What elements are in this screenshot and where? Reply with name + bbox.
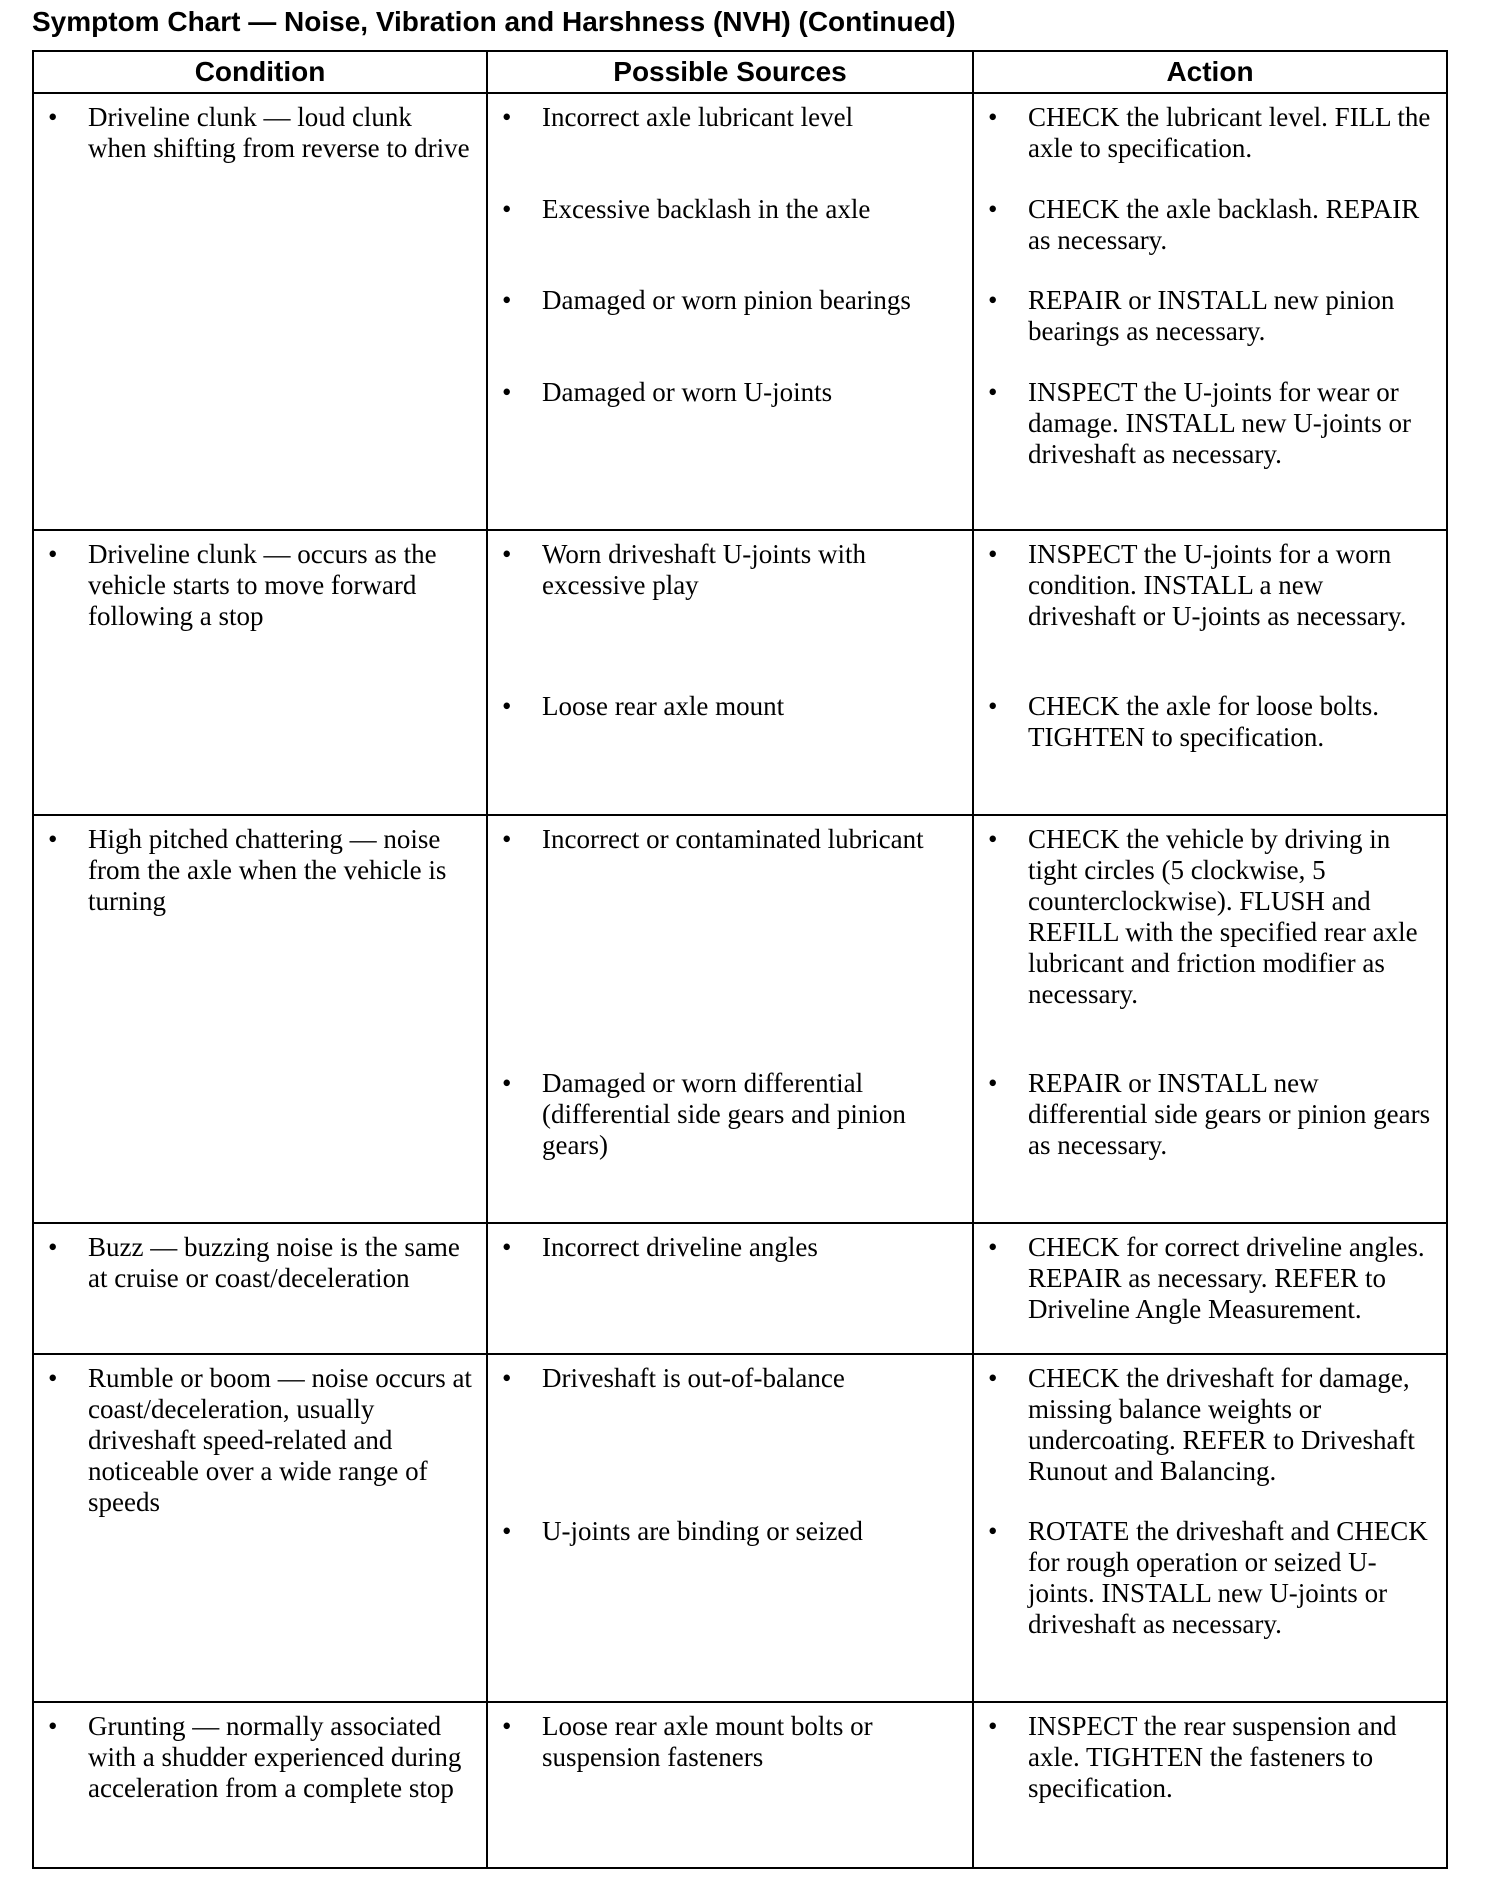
bullet-icon: • (988, 1711, 998, 1741)
action-item (982, 1068, 1436, 1161)
source-item-text: Worn driveshaft U-joints with excessive play (542, 539, 867, 600)
page-title: Symptom Chart — Noise, Vibration and Harshness (NVH) (Continued) (32, 6, 956, 37)
header-condition: Condition (33, 51, 487, 93)
source-item (496, 539, 962, 601)
condition-cell (33, 1354, 487, 1702)
source-item-text: Driveshaft is out-of-balance (542, 1363, 845, 1393)
bullet-icon: • (48, 1363, 58, 1393)
action-item-text: INSPECT the rear suspension and axle. TIGHTEN the fasteners to specification. (1028, 1711, 1397, 1803)
condition-item-text: Grunting — normally associated with a shudder experienced during acceleration from a complete stop (88, 1711, 462, 1803)
condition-cell (33, 815, 487, 1223)
action-item-text: INSPECT the U-joints for wear or damage. INSTALL new U-joints or driveshaft as necessary. (1028, 377, 1411, 469)
table-row (33, 1702, 1447, 1868)
action-item (982, 102, 1436, 164)
condition-item-text: High pitched chattering — noise from the axle when the vehicle is turning (88, 824, 447, 916)
possible-sources-cell (487, 1223, 973, 1354)
action-item-text: CHECK the driveshaft for damage, missing balance weights or undercoating. REFER to Driveshaft Runout and Balancing. (1028, 1363, 1415, 1486)
condition-cell (33, 530, 487, 815)
condition-cell (33, 93, 487, 530)
source-item (496, 1232, 962, 1263)
source-item (496, 102, 962, 133)
bullet-icon: • (988, 285, 998, 315)
possible-sources-cell (487, 815, 973, 1223)
source-item (496, 1363, 962, 1394)
bullet-icon: • (988, 691, 998, 721)
source-item-text: Damaged or worn differential (differential side gears and pinion gears) (542, 1068, 906, 1160)
possible-sources-cell (487, 1702, 973, 1868)
table-row (33, 1354, 1447, 1702)
condition-cell (33, 1702, 487, 1868)
bullet-icon: • (502, 285, 512, 315)
source-item-text: Loose rear axle mount bolts or suspension fasteners (542, 1711, 873, 1772)
action-cell (973, 815, 1447, 1223)
action-item (982, 1232, 1436, 1325)
bullet-icon: • (502, 824, 512, 854)
action-item (982, 824, 1436, 1010)
source-item (496, 194, 962, 225)
bullet-icon: • (988, 377, 998, 407)
action-item (982, 1711, 1436, 1804)
possible-sources-cell (487, 1354, 973, 1702)
source-item-text: Incorrect or contaminated lubricant (542, 824, 924, 854)
header-action: Action (973, 51, 1447, 93)
condition-item (42, 824, 476, 917)
bullet-icon: • (988, 1068, 998, 1098)
condition-cell (33, 1223, 487, 1354)
source-item (496, 1711, 962, 1773)
bullet-icon: • (988, 1516, 998, 1546)
action-item (982, 194, 1436, 256)
action-item (982, 691, 1436, 753)
table-row (33, 815, 1447, 1223)
condition-item (42, 1363, 476, 1518)
condition-item (42, 1232, 476, 1294)
bullet-icon: • (48, 102, 58, 132)
source-item-text: U-joints are binding or seized (542, 1516, 863, 1546)
bullet-icon: • (48, 824, 58, 854)
bullet-icon: • (502, 194, 512, 224)
bullet-icon: • (48, 1711, 58, 1741)
action-cell (973, 93, 1447, 530)
bullet-icon: • (502, 377, 512, 407)
condition-item-text: Driveline clunk — occurs as the vehicle starts to move forward following a stop (88, 539, 437, 631)
symptom-chart-table (32, 50, 1448, 1869)
condition-item-text: Rumble or boom — noise occurs at coast/deceleration, usually driveshaft speed-related and noticeable over a wide range of speeds (88, 1363, 472, 1517)
condition-item (42, 102, 476, 164)
condition-item-text: Buzz — buzzing noise is the same at cruise or coast/deceleration (88, 1232, 460, 1293)
action-item-text: CHECK the axle backlash. REPAIR as necessary. (1028, 194, 1420, 255)
source-item (496, 1516, 962, 1547)
source-item-text: Incorrect axle lubricant level (542, 102, 854, 132)
source-item-text: Damaged or worn U-joints (542, 377, 833, 407)
action-cell (973, 1354, 1447, 1702)
table-header-row (33, 51, 1447, 93)
action-item-text: CHECK the lubricant level. FILL the axle to specification. (1028, 102, 1431, 163)
condition-item (42, 539, 476, 632)
action-item (982, 377, 1436, 470)
action-item-text: CHECK for correct driveline angles. REPAIR as necessary. REFER to Driveline Angle Measurement. (1028, 1232, 1425, 1324)
bullet-icon: • (48, 1232, 58, 1262)
source-item (496, 285, 962, 316)
bullet-icon: • (502, 1068, 512, 1098)
bullet-icon: • (988, 194, 998, 224)
action-item (982, 285, 1436, 347)
action-cell (973, 530, 1447, 815)
action-item-text: REPAIR or INSTALL new pinion bearings as necessary. (1028, 285, 1395, 346)
source-item-text: Incorrect driveline angles (542, 1232, 818, 1262)
source-item (496, 824, 962, 855)
bullet-icon: • (502, 102, 512, 132)
source-item (496, 377, 962, 408)
bullet-icon: • (988, 539, 998, 569)
action-cell (973, 1702, 1447, 1868)
action-item-text: REPAIR or INSTALL new differential side gears or pinion gears as necessary. (1028, 1068, 1431, 1160)
bullet-icon: • (988, 1363, 998, 1393)
source-item (496, 1068, 962, 1161)
bullet-icon: • (988, 102, 998, 132)
source-item-text: Damaged or worn pinion bearings (542, 285, 911, 315)
table-row (33, 93, 1447, 530)
bullet-icon: • (48, 539, 58, 569)
action-item-text: CHECK the vehicle by driving in tight circles (5 clockwise, 5 counterclockwise). FLUSH and REFILL with the specified rear axle lubricant and friction modifier as necessary. (1028, 824, 1418, 1009)
bullet-icon: • (502, 691, 512, 721)
bullet-icon: • (502, 1711, 512, 1741)
possible-sources-cell (487, 530, 973, 815)
condition-item (42, 1711, 476, 1804)
source-item-text: Excessive backlash in the axle (542, 194, 871, 224)
action-item-text: CHECK the axle for loose bolts. TIGHTEN to specification. (1028, 691, 1379, 752)
condition-item-text: Driveline clunk — loud clunk when shifting from reverse to drive (88, 102, 470, 163)
action-item-text: ROTATE the driveshaft and CHECK for rough operation or seized U-joints. INSTALL new U-joints or driveshaft as necessary. (1028, 1516, 1428, 1639)
bullet-icon: • (502, 1516, 512, 1546)
header-possible-sources: Possible Sources (487, 51, 973, 93)
bullet-icon: • (988, 824, 998, 854)
table-row (33, 530, 1447, 815)
action-cell (973, 1223, 1447, 1354)
action-item (982, 539, 1436, 632)
possible-sources-cell (487, 93, 973, 530)
bullet-icon: • (502, 1232, 512, 1262)
source-item (496, 691, 962, 722)
action-item (982, 1516, 1436, 1640)
bullet-icon: • (502, 539, 512, 569)
bullet-icon: • (988, 1232, 998, 1262)
table-row (33, 1223, 1447, 1354)
action-item-text: INSPECT the U-joints for a worn condition. INSTALL a new driveshaft or U-joints as necessary. (1028, 539, 1407, 631)
bullet-icon: • (502, 1363, 512, 1393)
action-item (982, 1363, 1436, 1487)
source-item-text: Loose rear axle mount (542, 691, 785, 721)
